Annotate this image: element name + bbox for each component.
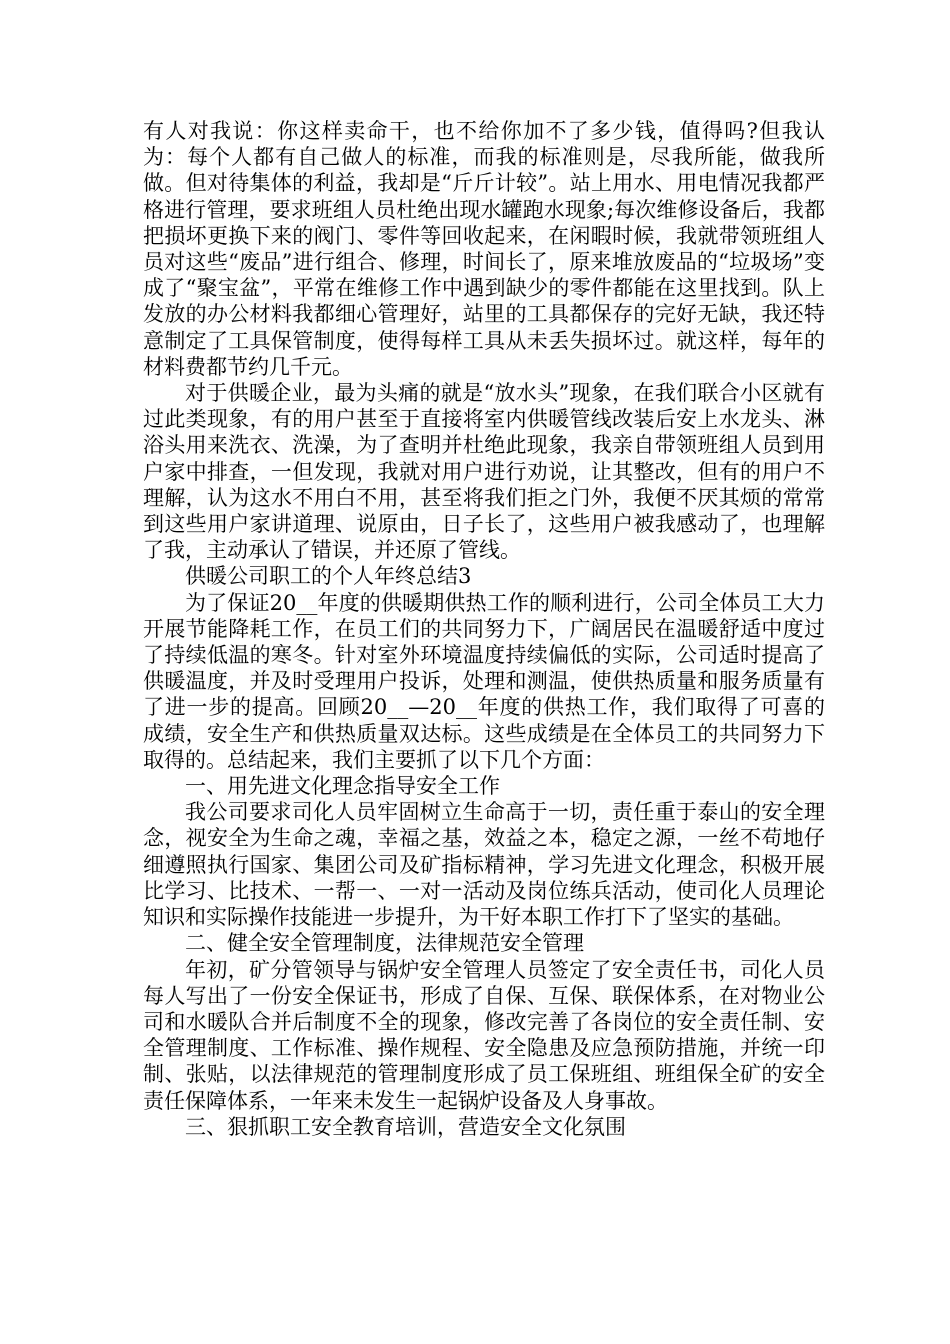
section-heading-3: 三、狠抓职工安全教育培训，营造安全文化氛围 xyxy=(185,1114,626,1139)
section-title-summary-3: 供暖公司职工的个人年终总结3 xyxy=(185,564,472,589)
paragraph-safety-culture: 我公司要求司化人员牢固树立生命高于一切，责任重于泰山的安全理念，视安全为生命之魂，幸福之基，效益之本，稳定之源，一丝不苟地仔细遵照执行国家、集团公司及矿指标精神，学习先进文化理念，积极开展比学习、比技术、一帮一、一对一活动及岗位练兵活动，使司化人员理论知识和实际操作技能进一步提升，为干好本职工作打下了坚实的基础。 xyxy=(143,800,825,930)
paragraph-water-electricity-management: 有人对我说：你这样卖命干，也不给你加不了多少钱，值得吗?但我认为：每个人都有自己做人的标准，而我的标准则是，尽我所能，做我所做。但对待集体的利益，我却是“斤斤计较”。站上用水、用电情况我都严格进行管理，要求班组人员杜绝出现水罐跑水现象;每次维修设备后，我都把损坏更换下来的阀门、零件等回收起来，在闲暇时候，我就带领班组人员对这些“废品”进行组合、修理，时间长了，原来堆放废品的“垃圾场”变成了“聚宝盆”，平常在维修工作中遇到缺少的零件都能在这里找到。队上发放的办公材料我都细心管理好，站里的工具都保存的完好无缺，我还特意制定了工具保管制度，使得每样工具从未丢失损坏过。就这样，每年的材料费都节约几千元。 xyxy=(143,119,825,379)
section-heading-2: 二、健全安全管理制度，法律规范安全管理 xyxy=(185,931,584,956)
paragraph-heating-season-review: 为了保证20__年度的供暖期供热工作的顺利进行，公司全体员工大力开展节能降耗工作，在员工们的共同努力下，广阔居民在温暖舒适中度过了持续低温的寒冬。针对室外环境温度持续偏低的实际，公司适时提高了供暖温度，并及时受理用户投诉，处理和测温，使供热质量和服务质量有了进一步的提高。回顾20__—20__年度的供热工作，我们取得了可喜的成绩，安全生产和供热质量双达标。这些成绩是在全体员工的共同努力下取得的。总结起来，我们主要抓了以下几个方面： xyxy=(143,590,825,772)
section-heading-1: 一、用先进文化理念指导安全工作 xyxy=(185,774,500,799)
paragraph-safety-system: 年初，矿分管领导与锅炉安全管理人员签定了安全责任书，司化人员每人写出了一份安全保证书，形成了自保、互保、联保体系，在对物业公司和水暖队合并后制度不全的现象，修改完善了各岗位的安全责任制、安全管理制度、工作标准、操作规程、安全隐患及应急预防措施，并统一印制、张贴，以法律规范的管理制度形成了员工保班组、班组保全矿的安全责任保障体系，一年来未发生一起锅炉设备及人身事故。 xyxy=(143,957,825,1113)
paragraph-water-tap-issue: 对于供暖企业，最为头痛的就是“放水头”现象，在我们联合小区就有过此类现象，有的用户甚至于直接将室内供暖管线改装后安上水龙头、淋浴头用来洗衣、洗澡，为了查明并杜绝此现象，我亲自带领班组人员到用户家中排查，一但发现，我就对用户进行劝说，让其整改，但有的用户不理解，认为这水不用白不用，甚至将我们拒之门外，我便不厌其烦的常常到这些用户家讲道理、说原由，日子长了，这些用户被我感动了，也理解了我，主动承认了错误，并还原了管线。 xyxy=(143,381,825,563)
document-body xyxy=(143,118,825,1140)
